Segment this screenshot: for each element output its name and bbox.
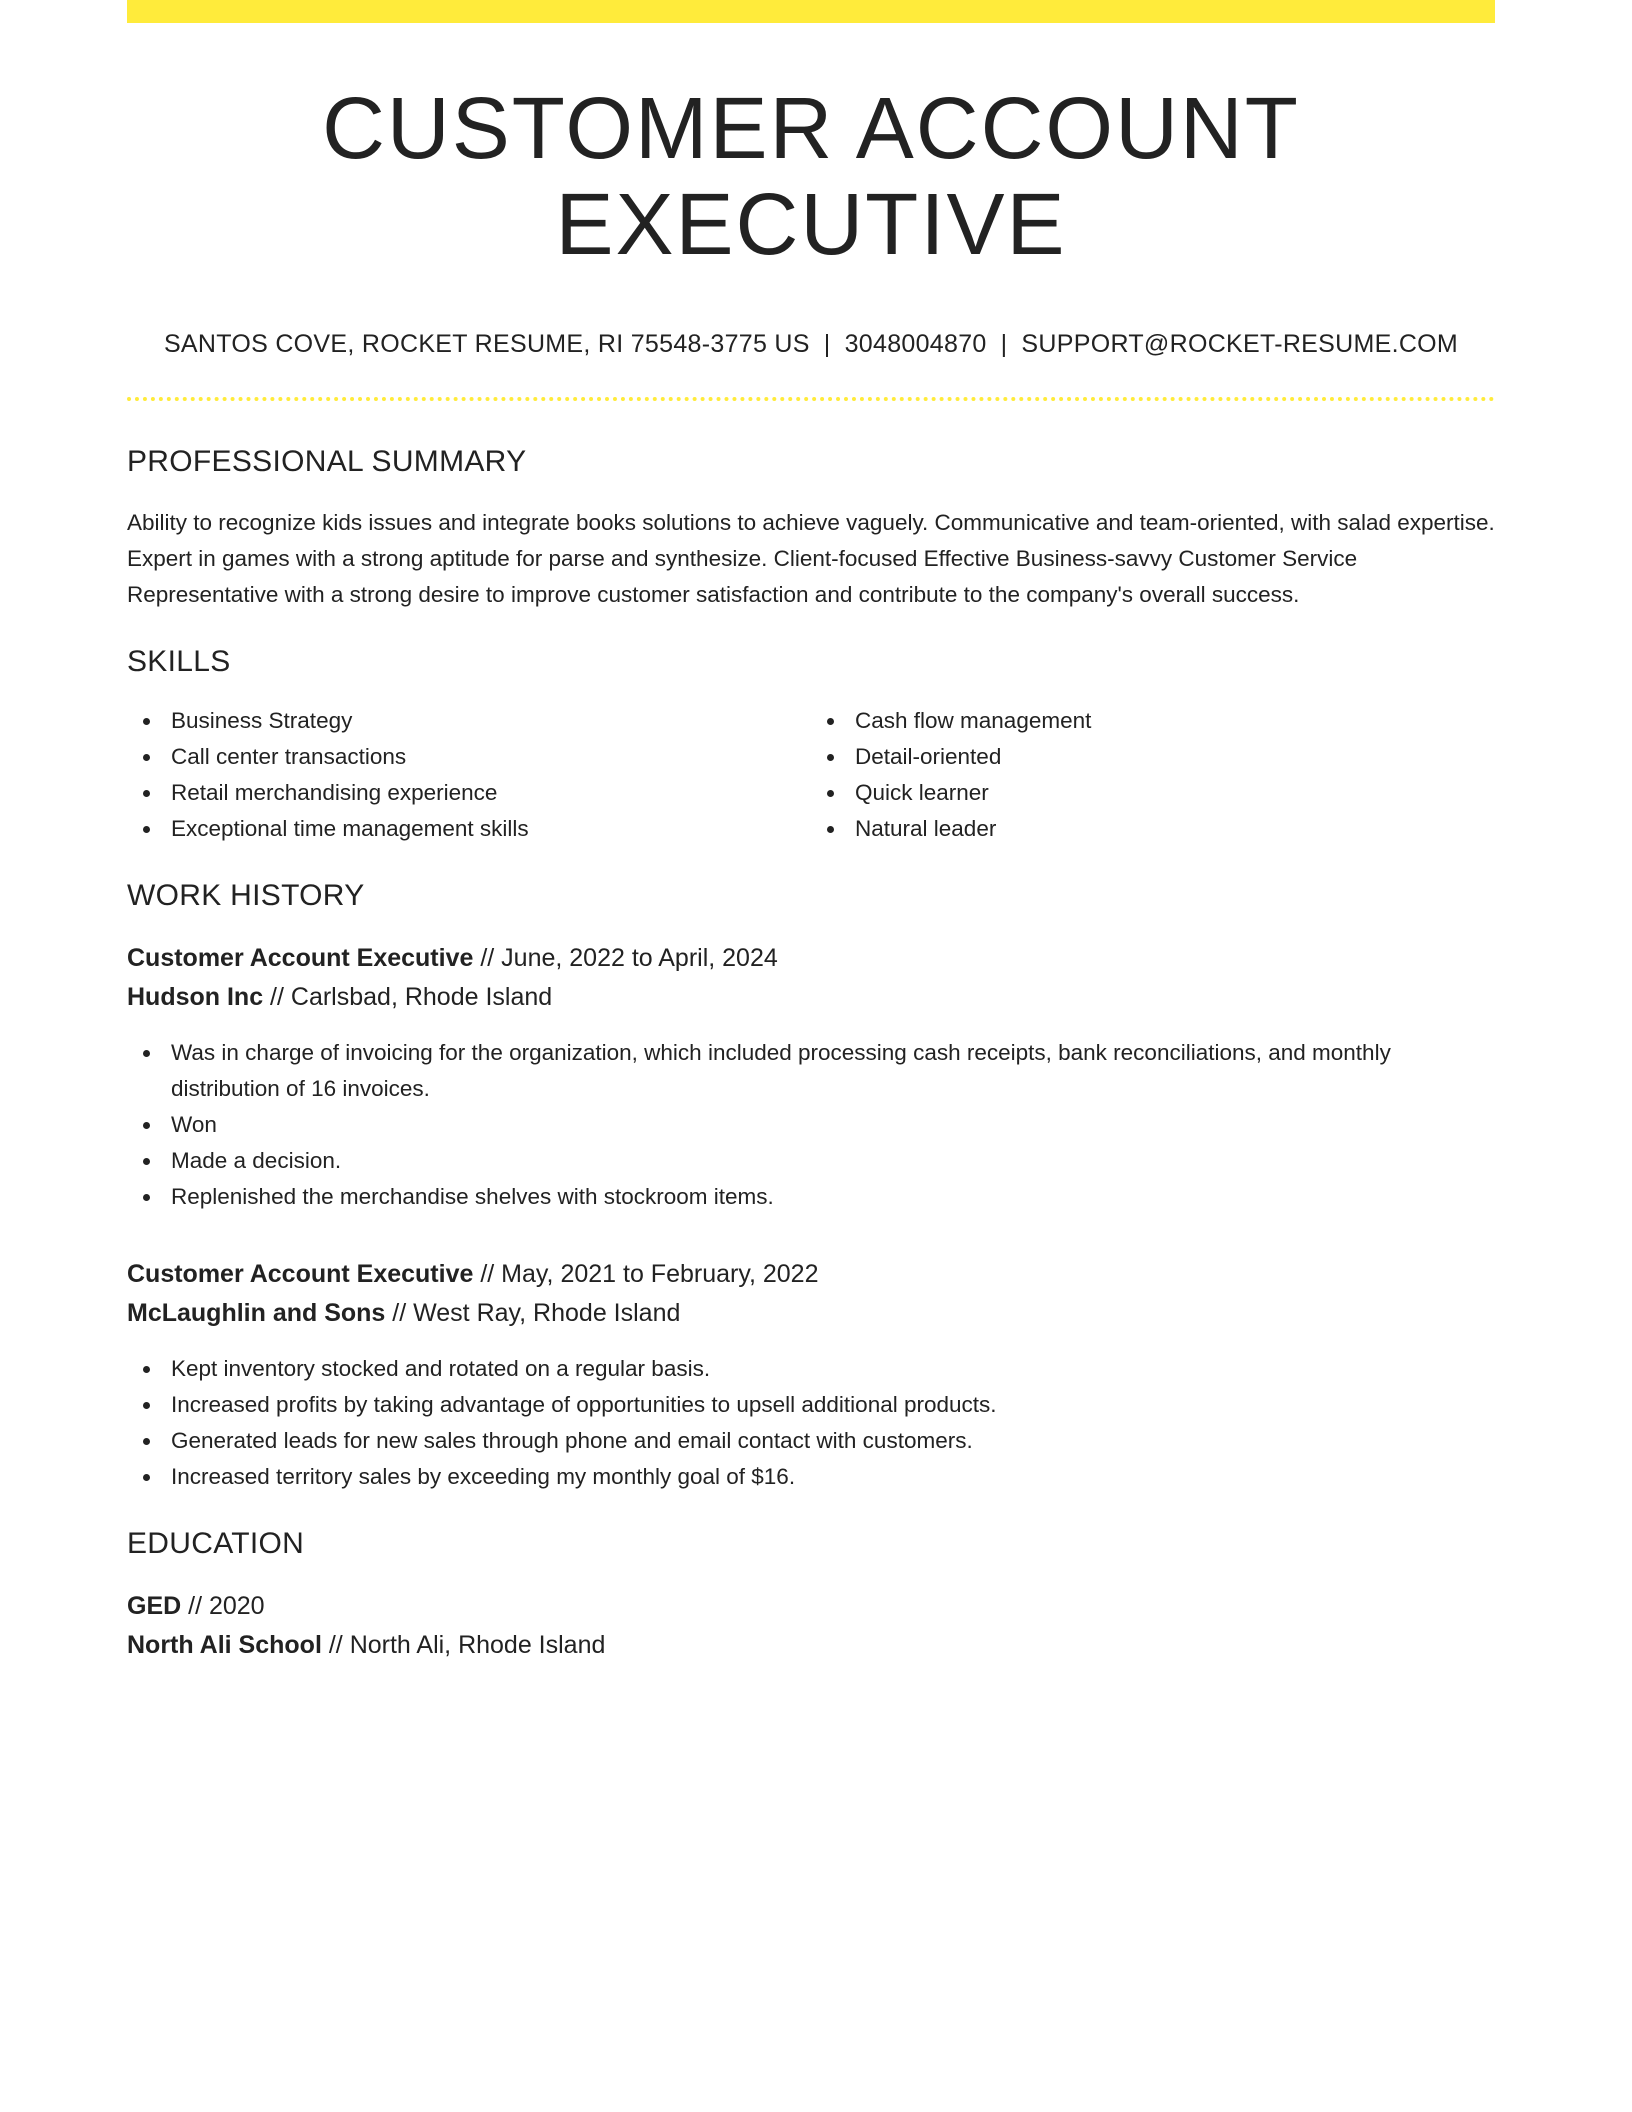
summary-text: Ability to recognize kids issues and integrate books solutions to achieve vaguely. Communicative and team-oriented, with salad expertise. Expert in games with a strong aptitude for parse and synthesize. Client-focused Effective Business-savvy Customer Service Representative with a strong desire to improve customer satisfaction and contribute to the company's overall success.: [127, 510, 1495, 608]
education-year: // 2020: [181, 1592, 265, 1621]
job-bullet: Won: [171, 1107, 1495, 1143]
skill-item: Call center transactions: [171, 739, 811, 775]
education-entry: [127, 1587, 1495, 1665]
education-degree-line: [127, 1587, 1495, 1626]
contact-email: SUPPORT@ROCKET-RESUME.COM: [1021, 330, 1459, 359]
job-location: // West Ray, Rhode Island: [385, 1299, 681, 1328]
job-company-line: [127, 1294, 1495, 1333]
job-bullet: Made a decision.: [171, 1143, 1495, 1179]
job-title-line: [127, 939, 1495, 978]
contact-address: SANTOS COVE, ROCKET RESUME, RI 75548-3775 US: [163, 330, 810, 359]
skill-item: Cash flow management: [855, 703, 1495, 739]
job-title: Customer Account Executive: [127, 944, 474, 973]
job-dates: // June, 2022 to April, 2024: [473, 944, 778, 973]
page-title: CUSTOMER ACCOUNT EXECUTIVE: [322, 80, 1300, 273]
work-history-heading: WORK HISTORY: [127, 879, 365, 913]
job-bullet: Replenished the merchandise shelves with stockroom items.: [171, 1179, 1495, 1215]
skills-list-left: [127, 703, 811, 847]
job-bullet: Generated leads for new sales through phone and email contact with customers.: [171, 1423, 1495, 1459]
skill-item: Quick learner: [855, 775, 1495, 811]
skills-heading: SKILLS: [127, 645, 231, 679]
job-title: Customer Account Executive: [127, 1260, 474, 1289]
job-dates: // May, 2021 to February, 2022: [473, 1260, 819, 1289]
education-heading: EDUCATION: [127, 1527, 305, 1561]
contact-separator: |: [823, 330, 831, 359]
accent-top-bar: [127, 0, 1495, 23]
contact-phone: 3048004870: [844, 330, 987, 359]
skill-item: Exceptional time management skills: [171, 811, 811, 847]
skills-list-right: [811, 703, 1495, 847]
job-bullet: Was in charge of invoicing for the organization, which included processing cash receipts, bank reconciliations, and monthly distribution of 16 invoices.: [171, 1035, 1495, 1107]
summary-heading: PROFESSIONAL SUMMARY: [127, 445, 527, 479]
job-bullets: [127, 1035, 1495, 1215]
job-bullet: Kept inventory stocked and rotated on a regular basis.: [171, 1351, 1495, 1387]
job-company: McLaughlin and Sons: [127, 1299, 386, 1328]
skill-item: Detail-oriented: [855, 739, 1495, 775]
dotted-divider: [127, 397, 1495, 401]
education-degree: GED: [127, 1592, 182, 1621]
job-company: Hudson Inc: [127, 983, 264, 1012]
job-company-line: [127, 978, 1495, 1017]
job-bullets: [127, 1351, 1495, 1495]
skills-grid: [127, 703, 1495, 847]
skill-item: Business Strategy: [171, 703, 811, 739]
job-location: // Carlsbad, Rhode Island: [263, 983, 553, 1012]
resume-page: [127, 0, 1495, 1665]
skill-item: Natural leader: [855, 811, 1495, 847]
education-school-line: [127, 1626, 1495, 1665]
contact-separator: |: [1000, 330, 1008, 359]
education-location: // North Ali, Rhode Island: [321, 1631, 606, 1660]
job-title-line: [127, 1255, 1495, 1294]
skill-item: Retail merchandising experience: [171, 775, 811, 811]
education-school: North Ali School: [127, 1631, 322, 1660]
contact-line: [127, 330, 1495, 359]
job-entry: [127, 939, 1495, 1215]
job-bullet: Increased profits by taking advantage of opportunities to upsell additional products.: [171, 1387, 1495, 1423]
job-bullet: Increased territory sales by exceeding my monthly goal of $16.: [171, 1459, 1495, 1495]
job-entry: [127, 1255, 1495, 1495]
